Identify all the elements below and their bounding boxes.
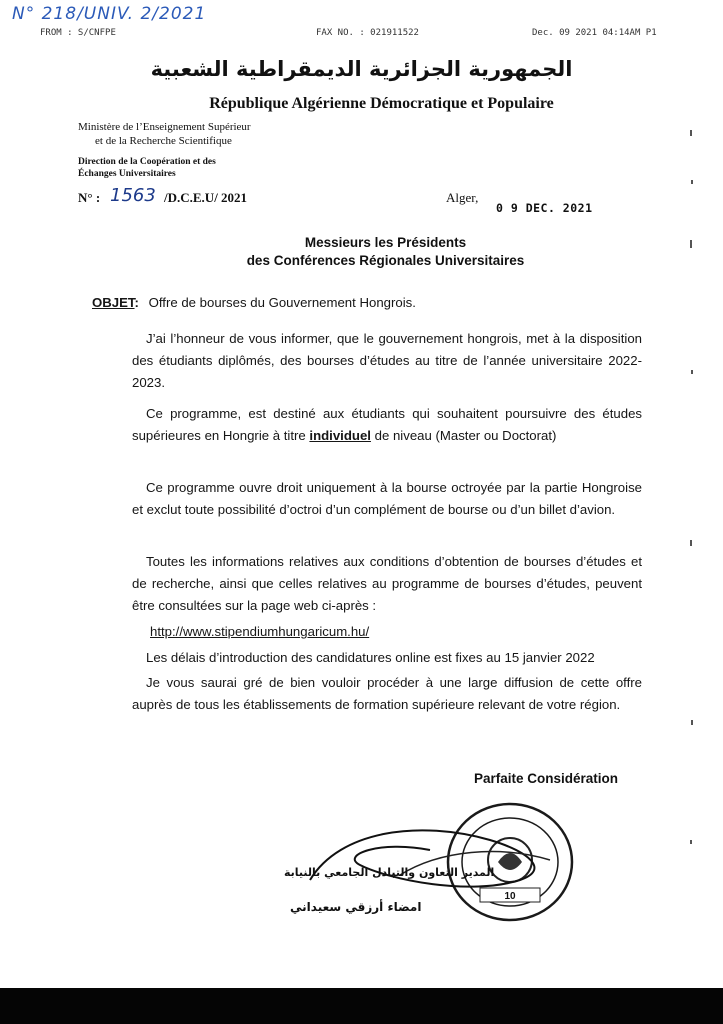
handwritten-reference: N° 218/UNIV. 2/2021 — [12, 4, 207, 24]
handwritten-signature — [300, 810, 570, 900]
paragraph-2 — [132, 403, 642, 447]
subject-line: OBJET: Offre de bourses du Gouvernement Hongrois. — [92, 295, 416, 310]
recipient-line-1: Messieurs les Présidents — [304, 235, 467, 250]
scholarship-website-link[interactable]: http://www.stipendiumhungaricum.hu/ — [150, 624, 370, 639]
city-label: Alger, — [446, 190, 479, 205]
fax-number: FAX NO. : 021911522 — [316, 28, 419, 38]
arabic-republic-title: الجمهورية الجزائرية الديمقراطية الشعبية — [150, 57, 573, 81]
paragraph-5-deadline: Les délais d’introduction des candidatures online est fixes au 15 janvier 2022 — [146, 650, 595, 665]
scan-bottom-edge — [0, 988, 723, 1024]
recipient-line-2: des Conférences Régionales Universitaires — [246, 253, 525, 268]
paragraph-2-start: Ce programme, est destiné aux étudiants qui souhaitent poursuivre des études supérieures en Hongrie à titre — [132, 406, 642, 443]
ministry-line-1: Ministère de l’Enseignement Supérieur — [78, 121, 251, 133]
paragraph-2-end: de niveau (Master ou Doctorat) — [374, 428, 557, 443]
paragraph-6: Je vous saurai gré de bien vouloir procéder à une large diffusion de cette offre auprès de tous les établissements de formation supérieure relevant de votre région. — [132, 675, 642, 712]
date-stamp: 0 9 DEC. 2021 — [496, 201, 593, 215]
subject-text: Offre de bourses du Gouvernement Hongrois. — [148, 295, 416, 310]
paragraph-3: Ce programme ouvre droit uniquement à la bourse octroyée par la partie Hongroise et exclut toute possibilité d’octroi d’un complément de bourse ou d’un billet d’avion. — [132, 480, 642, 517]
signatory-name: امضاء أرزقي سعيداني — [290, 900, 422, 914]
paragraph-2-emphasis: individuel — [309, 428, 371, 443]
reference-number-handwritten: 1563 — [110, 185, 156, 206]
fax-date: Dec. 09 2021 04:14AM P1 — [532, 28, 657, 38]
paragraph-4: Toutes les informations relatives aux conditions d’obtention de bourses d’études et de recherche, ainsi que celles relatives au programme de bourses d’études, peuvent être consultées sur la page web ci-après : — [132, 554, 642, 613]
direction-line-2: Échanges Universitaires — [78, 169, 176, 179]
direction-line-1: Direction de la Coopération et des — [78, 157, 216, 167]
scan-edge-marks — [686, 120, 698, 920]
paragraph-1: J’ai l’honneur de vous informer, que le gouvernement hongrois, met à la disposition des étudiants diplômés, des bourses d’études au titre de l’année universitaire 2022-2023. — [132, 331, 642, 390]
signatory-title: المدير التعاون والتبادل الجامعي بالنيابة — [284, 866, 495, 879]
fax-from: FROM : S/CNFPE — [40, 28, 116, 38]
stamp-number: 10 — [504, 891, 516, 902]
subject-label: OBJET — [92, 295, 135, 310]
reference-prefix: N° : — [78, 190, 101, 205]
reference-suffix: /D.C.E.U/ 2021 — [164, 190, 248, 205]
closing-salutation: Parfaite Considération — [474, 771, 619, 786]
ministry-line-2: et de la Recherche Scientifique — [95, 135, 232, 147]
french-republic-title: République Algérienne Démocratique et Populaire — [209, 95, 554, 112]
